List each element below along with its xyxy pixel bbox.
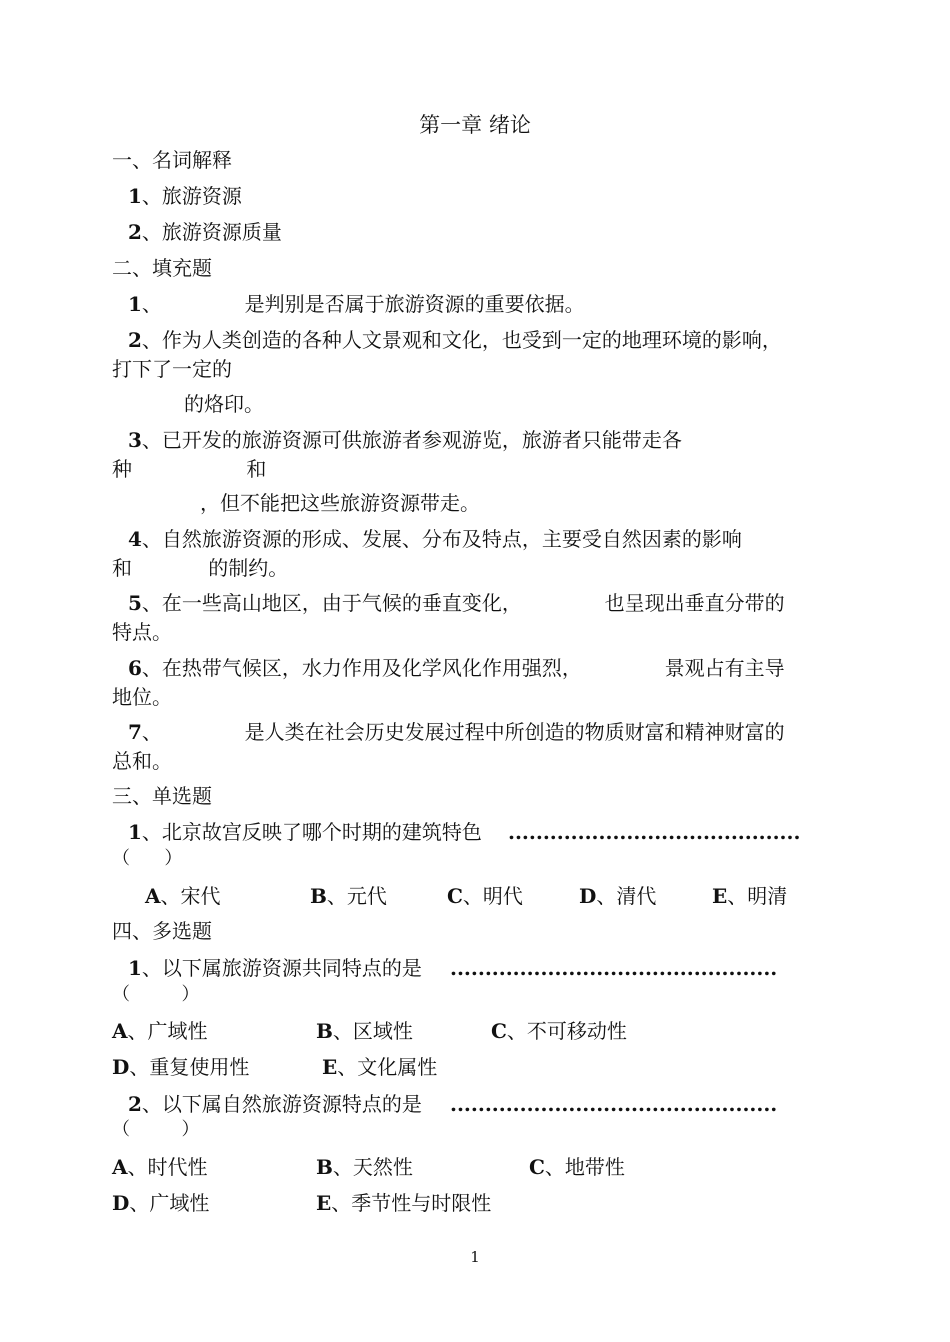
term-text: 、旅游资源质量 [141, 220, 282, 244]
option-b [310, 883, 387, 909]
option-a [145, 883, 221, 909]
fill-question-4-cont: 和 的制约。 [112, 556, 289, 580]
fill-question-1 [128, 291, 585, 317]
option-letter: E [712, 884, 728, 908]
section-heading-multi: 四、多选题 [112, 919, 212, 943]
term-text: 、旅游资源 [141, 184, 242, 208]
option-letter: B [310, 884, 327, 908]
fill-question-3-cont: ，但不能把这些旅游资源带走。 [200, 491, 480, 515]
question-text: 、自然旅游资源的形成、发展、分布及特点，主要受自然因素的影响 [141, 527, 742, 551]
term-item-1 [128, 183, 242, 209]
question-number: 5 [128, 591, 142, 615]
fill-question-4 [128, 526, 742, 552]
option-letter: E [316, 1191, 332, 1215]
question-number: 1 [128, 820, 142, 844]
fill-question-7-cont: 总和。 [112, 749, 172, 773]
option-letter: D [579, 884, 597, 908]
option-e [712, 883, 787, 909]
fill-question-3 [128, 427, 682, 453]
leader-dots: ............................................... [450, 1092, 778, 1116]
answer-parentheses: （ ） [112, 848, 183, 869]
option-e [316, 1190, 491, 1216]
question-number: 6 [128, 656, 142, 680]
fill-question-2 [128, 327, 782, 353]
option-text: 、不可移动性 [506, 1019, 627, 1043]
option-text: 、文化属性 [337, 1055, 438, 1079]
option-c [447, 883, 523, 909]
fill-question-2-cont: 的烙印。 [184, 392, 264, 416]
option-text: 、元代 [326, 884, 387, 908]
question-text: 、以下属旅游资源共同特点的是 [141, 956, 422, 980]
option-text: 、明清 [727, 884, 788, 908]
option-letter: B [316, 1155, 333, 1179]
question-text: 、作为人类创造的各种人文景观和文化，也受到一定的地理环境的影响， [141, 328, 782, 352]
fill-question-5 [128, 590, 785, 616]
option-d [579, 883, 656, 909]
option-a [112, 1018, 208, 1044]
question-number: 2 [128, 1092, 142, 1116]
section-heading-single: 三、单选题 [112, 784, 212, 808]
question-text: 、已开发的旅游资源可供旅游者参观游览，旅游者只能带走各 [141, 428, 682, 452]
question-number: 2 [128, 328, 142, 352]
question-number: 3 [128, 428, 142, 452]
option-c [491, 1018, 627, 1044]
option-letter: B [316, 1019, 333, 1043]
option-text: 、时代性 [127, 1155, 208, 1179]
multi-question-1 [128, 955, 422, 981]
option-letter: A [112, 1155, 128, 1179]
option-letter: C [529, 1155, 545, 1179]
question-number: 1 [128, 956, 142, 980]
term-number: 2 [128, 220, 142, 244]
answer-parentheses: （ ） [112, 984, 200, 1005]
fill-question-3-cont: 种 和 [112, 457, 267, 481]
leader-dots: ............................................... [450, 956, 778, 980]
option-b [316, 1018, 413, 1044]
fill-question-6 [128, 655, 785, 681]
fill-question-7 [128, 719, 785, 745]
option-text: 、明代 [462, 884, 523, 908]
option-text: 、广域性 [129, 1191, 210, 1215]
option-text: 、广域性 [127, 1019, 208, 1043]
option-letter: D [112, 1055, 130, 1079]
option-letter: C [491, 1019, 507, 1043]
option-letter: A [112, 1019, 128, 1043]
option-text: 、宋代 [160, 884, 221, 908]
option-text: 、重复使用性 [129, 1055, 250, 1079]
question-text: 、在一些高山地区，由于气候的垂直变化， 也呈现出垂直分带的 [141, 591, 785, 615]
section-heading-terms: 一、名词解释 [112, 148, 232, 172]
option-letter: A [145, 884, 161, 908]
option-letter: E [322, 1055, 338, 1079]
section-heading-fill: 二、填充题 [112, 256, 212, 280]
option-text: 、清代 [596, 884, 657, 908]
question-number: 7 [128, 720, 142, 744]
option-b [316, 1154, 413, 1180]
fill-question-6-cont: 地位。 [112, 685, 172, 709]
term-item-2 [128, 219, 282, 245]
question-text: 、 是判别是否属于旅游资源的重要依据。 [141, 292, 585, 316]
fill-question-5-cont: 特点。 [112, 620, 172, 644]
page-number: 1 [470, 1248, 480, 1266]
option-text: 、天然性 [332, 1155, 413, 1179]
option-letter: C [447, 884, 463, 908]
question-text: 、以下属自然旅游资源特点的是 [141, 1092, 422, 1116]
option-d [112, 1054, 249, 1080]
term-number: 1 [128, 184, 142, 208]
question-text: 、 是人类在社会历史发展过程中所创造的物质财富和精神财富的 [141, 720, 785, 744]
option-d [112, 1190, 209, 1216]
fill-question-2-cont: 打下了一定的 [112, 357, 232, 381]
multi-question-2 [128, 1091, 422, 1117]
page-title: 第一章 绪论 [419, 113, 531, 137]
question-number: 1 [128, 292, 142, 316]
question-number: 4 [128, 527, 142, 551]
option-text: 、季节性与时限性 [331, 1191, 492, 1215]
leader-dots: .......................................... [508, 820, 801, 844]
answer-parentheses: （ ） [112, 1119, 200, 1140]
option-e [322, 1054, 437, 1080]
question-text: 、北京故宫反映了哪个时期的建筑特色 [141, 820, 482, 844]
option-letter: D [112, 1191, 130, 1215]
option-a [112, 1154, 208, 1180]
option-text: 、区域性 [332, 1019, 413, 1043]
option-text: 、地带性 [544, 1155, 625, 1179]
question-text: 、在热带气候区，水力作用及化学风化作用强烈， 景观占有主导 [141, 656, 785, 680]
option-c [529, 1154, 625, 1180]
single-question-1 [128, 819, 482, 845]
